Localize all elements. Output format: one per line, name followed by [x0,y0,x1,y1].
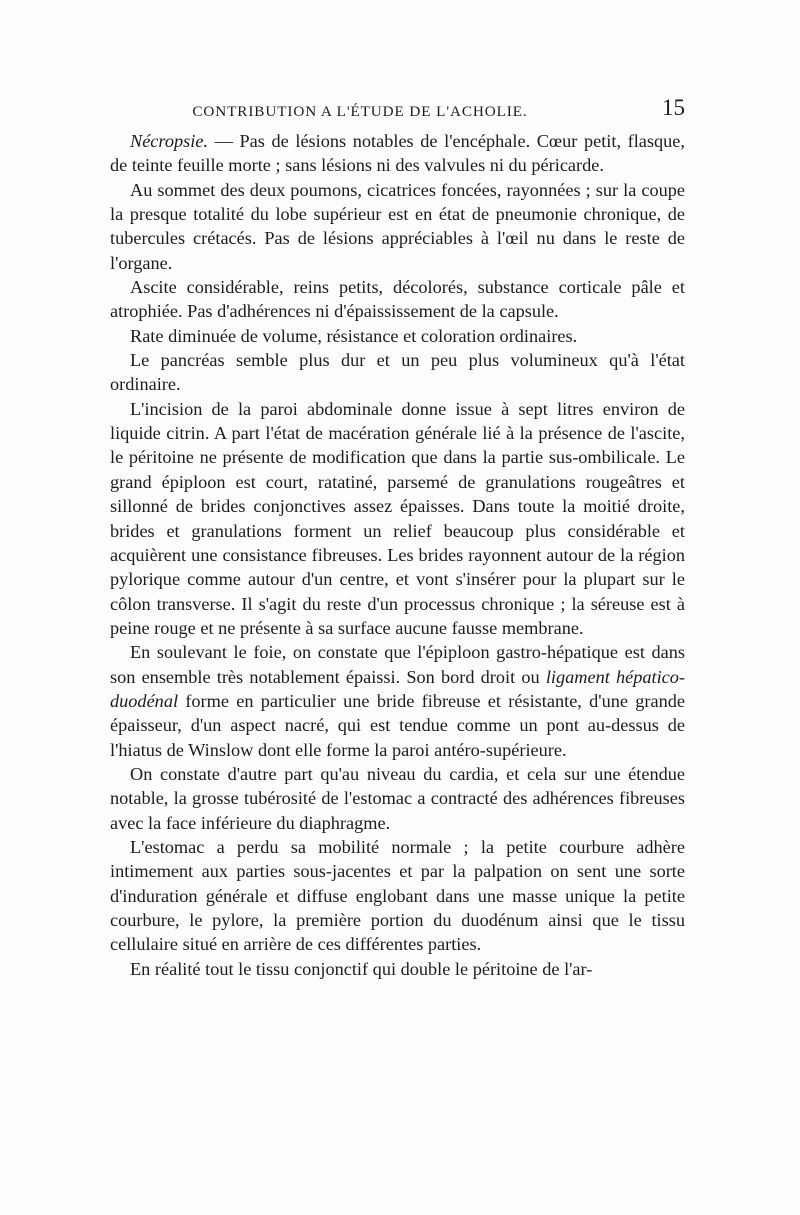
paragraph-necropsie [110,129,685,178]
paragraph-estomac: L'estomac a perdu sa mobilité normale ; la petite courbure adhère intimement aux parties sous-jacentes et par la palpation on sent une sorte d'induration générale et diffuse englobant dans une masse unique la petite courbure, le pylore, la première portion du duodénum ainsi que le tissu cellulaire situé en arrière de ces différentes parties. [110,836,685,955]
page-number: 15 [662,95,685,120]
paragraph-tissu-conjonctif: En réalité tout le tissu conjonctif qui double le péritoine de l'ar- [130,958,593,979]
section-lead-in: Nécropsie. [130,131,209,151]
paragraph-pancreas: Le pancréas semble plus dur et un peu plus volumineux qu'à l'état ordinaire. [110,350,685,395]
paragraph-reins: Ascite considérable, reins petits, décolorés, substance corticale pâle et atrophiée. Pas d'adhérences ni d'épaississement de la capsule. [110,277,685,322]
paragraph-epiploon [110,640,685,762]
paragraph-rate: Rate diminuée de volume, résistance et coloration ordinaires. [130,325,578,346]
running-head [110,94,685,124]
paragraph-text: — Pas de lésions notables de l'encéphale. Cœur petit, flasque, de teinte feuille morte ; sans lésions ni des valvules ni du péricarde. [110,131,685,176]
paragraph-text: forme en particulier une bride fibreuse et résistante, d'une grande épaisseur, d'un aspect nacré, qui est tendue comme un pont au-dessus de l'hiatus de Winslow dont elle forme la paroi antéro-supérieure. [110,690,685,760]
paragraph-cardia: On constate d'autre part qu'au niveau du cardia, et cela sur une étendue notable, la grosse tubérosité de l'estomac a contracté des adhérences fibreuses avec la face inférieure du diaphragme. [110,763,685,833]
paragraph-peritoine: L'incision de la paroi abdominale donne issue à sept litres environ de liquide citrin. A part l'état de macération générale lié à la présence de l'ascite, le péritoine ne présente de modification que dans la partie sus-ombilicale. Le grand épiploon est court, ratatiné, parsemé de granulations rougeâtres et sillonné de brides conjonctives assez épaisses. Dans toute la moitié droite, brides et granulations forment un relief beaucoup plus considérable et acquièrent une consistance fibreuses. Les brides rayonnent autour de la région pylorique comme autour d'un centre, et vont s'insérer pour la plupart sur le côlon transverse. Il s'agit du reste d'un processus chronique ; la séreuse est à peine rouge et ne présente à sa surface aucune fausse membrane. [110,398,685,638]
body-text [110,129,685,981]
paragraph-text: En soulevant le foie, on constate que l'épiploon gastro-hépatique est dans son ensemble très notablement épaissi. Son bord droit ou [110,642,685,687]
paragraph-poumons: Au sommet des deux poumons, cicatrices foncées, rayonnées ; sur la coupe la presque totalité du lobe supérieur est en état de pneumonie chronique, de tubercules crétacés. Pas de lésions appréciables à l'œil nu dans le reste de l'organe. [110,179,685,273]
italic-term: ligament hépatico-duodénal [110,666,685,711]
running-title: CONTRIBUTION A L'ÉTUDE DE L'ACHOLIE. [192,103,528,120]
